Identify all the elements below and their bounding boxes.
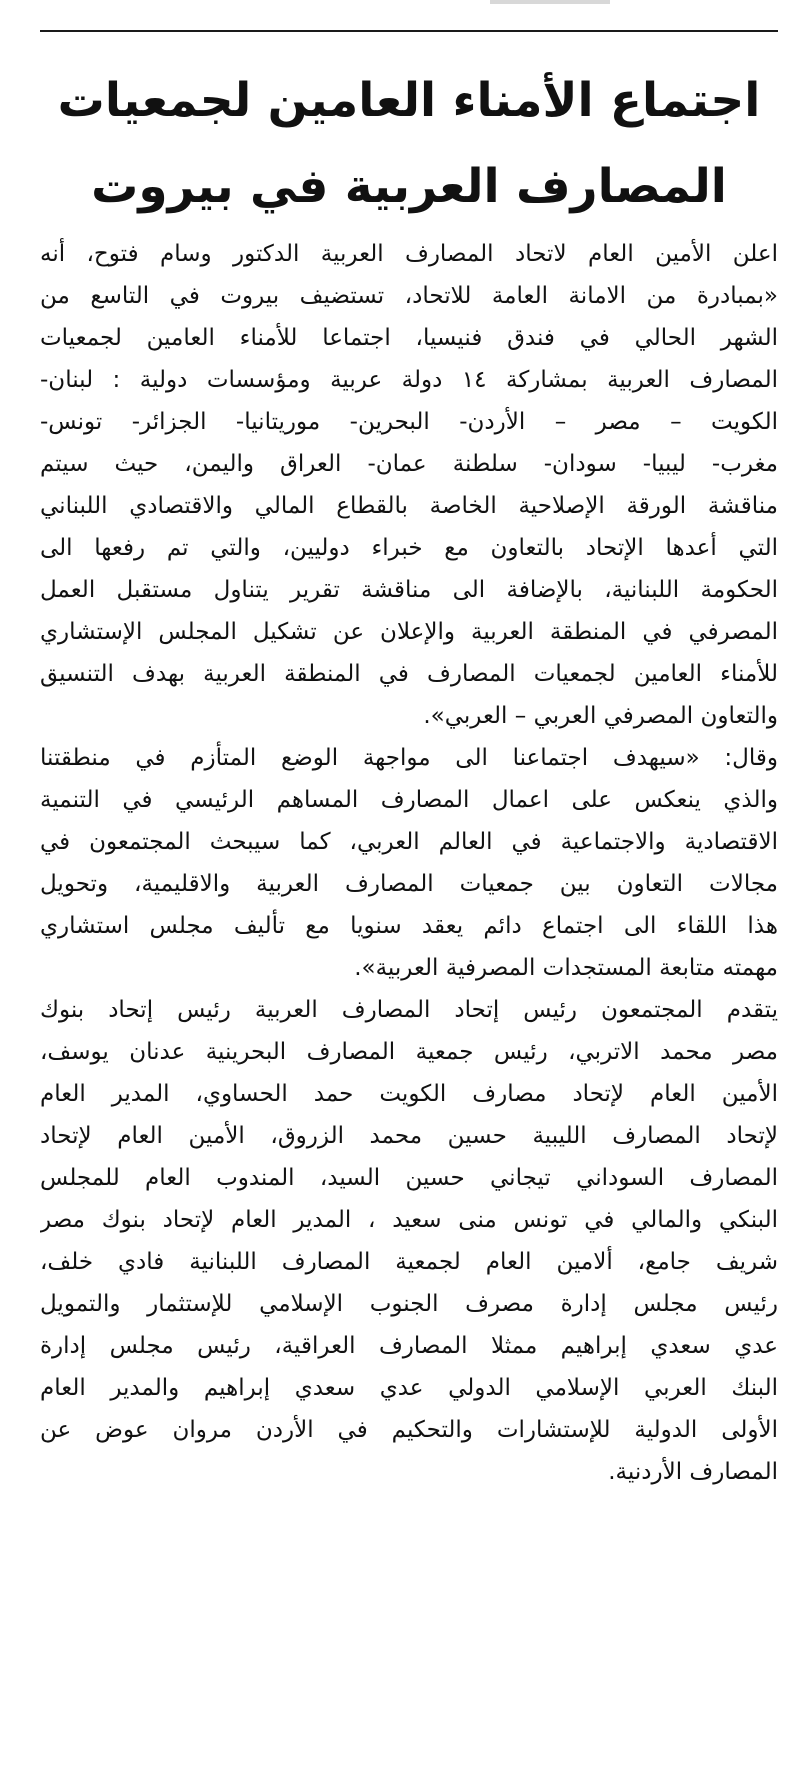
article-line: مهمته متابعة المستجدات المصرفية العربية». bbox=[354, 955, 778, 981]
article-line: رئيس مجلس إدارة مصرف الجنوب الإسلامي للإستثمار والتمويل bbox=[40, 1291, 778, 1317]
article-line: المصارف الأردنية. bbox=[608, 1459, 778, 1485]
article-line: والذي ينعكس على اعمال المصارف المساهم الرئيسي في التنمية bbox=[40, 787, 778, 813]
article-line: للأمناء العامين لجمعيات المصارف في المنطقة العربية بهدف التنسيق bbox=[40, 661, 778, 687]
top-edge-fragment bbox=[490, 0, 610, 4]
article-line: المصارف السوداني تيجاني حسين السيد، المندوب العام للمجلس bbox=[40, 1165, 778, 1191]
article-line: وقال: «سيهدف اجتماعنا الى مواجهة الوضع المتأزم في منطقتنا bbox=[40, 745, 778, 771]
article-line: البنكي والمالي في تونس منى سعيد ، المدير العام لإتحاد بنوك مصر bbox=[40, 1207, 778, 1233]
article-line: مناقشة الورقة الإصلاحية الخاصة بالقطاع المالي والاقتصادي اللبناني bbox=[40, 493, 778, 519]
article-line: الحكومة اللبنانية، بالإضافة الى مناقشة تقرير يتناول مستقبل العمل bbox=[40, 577, 778, 603]
article-line: مصر محمد الاتربي، رئيس جمعية المصارف البحرينية عدنان يوسف، bbox=[40, 1039, 778, 1065]
article-line: اعلن الأمين العام لاتحاد المصارف العربية الدكتور وسام فتوح، أنه bbox=[40, 241, 778, 267]
article-line: عدي سعدي إبراهيم ممثلا المصارف العراقية، رئيس مجلس إدارة bbox=[40, 1333, 778, 1359]
article-line: الأمين العام لإتحاد مصارف الكويت حمد الحساوي، المدير العام bbox=[40, 1081, 778, 1107]
article-line: لإتحاد المصارف الليبية حسين محمد الزروق، الأمين العام لإتحاد bbox=[40, 1123, 778, 1149]
article-line: الاقتصادية والاجتماعية في العالم العربي، كما سيبحث المجتمعون في bbox=[40, 829, 778, 855]
article-line: والتعاون المصرفي العربي – العربي». bbox=[423, 703, 778, 729]
article-line: البنك العربي الإسلامي الدولي عدي سعدي إبراهيم والمدير العام bbox=[40, 1375, 778, 1401]
article-line: مغرب- ليبيا- سودان- سلطنة عمان- العراق واليمن، حيث سيتم bbox=[40, 451, 778, 477]
headline-line-2: المصارف العربية في بيروت bbox=[91, 159, 727, 214]
article-line: الكويت – مصر – الأردن- البحرين- موريتانيا- الجزائر- تونس- bbox=[40, 409, 778, 435]
article-line: المصرفي في المنطقة العربية والإعلان عن تشكيل المجلس الإستشاري bbox=[40, 619, 778, 645]
headline-line-1: اجتماع الأمناء العامين لجمعيات bbox=[57, 73, 761, 128]
article-line: الأولى الدولية للإستشارات والتحكيم في الأردن مروان عوض عن bbox=[40, 1417, 778, 1443]
article-line: الشهر الحالي في فندق فنيسيا، اجتماعا للأمناء العامين لجمعيات bbox=[40, 325, 778, 351]
article-line: المصارف العربية بمشاركة ١٤ دولة عربية ومؤسسات دولية : لبنان- bbox=[40, 367, 778, 393]
article-line: التي أعدها الإتحاد بالتعاون مع خبراء دوليين، والتي تم رفعها الى bbox=[40, 535, 778, 561]
article-line: شريف جامع، ألامين العام لجمعية المصارف اللبنانية فادي خلف، bbox=[40, 1249, 778, 1275]
article-line: مجالات التعاون بين جمعيات المصارف العربية والاقليمية، وتحويل bbox=[40, 871, 778, 897]
article-line: «بمبادرة من الامانة العامة للاتحاد، تستضيف بيروت في التاسع من bbox=[40, 283, 778, 309]
headline bbox=[40, 58, 778, 230]
top-divider bbox=[40, 30, 778, 32]
article-body bbox=[40, 233, 778, 1493]
article-line: يتقدم المجتمعون رئيس إتحاد المصارف العربية رئيس إتحاد بنوك bbox=[40, 997, 778, 1023]
article-line: هذا اللقاء الى اجتماع دائم يعقد سنويا مع تأليف مجلس استشاري bbox=[40, 913, 778, 939]
